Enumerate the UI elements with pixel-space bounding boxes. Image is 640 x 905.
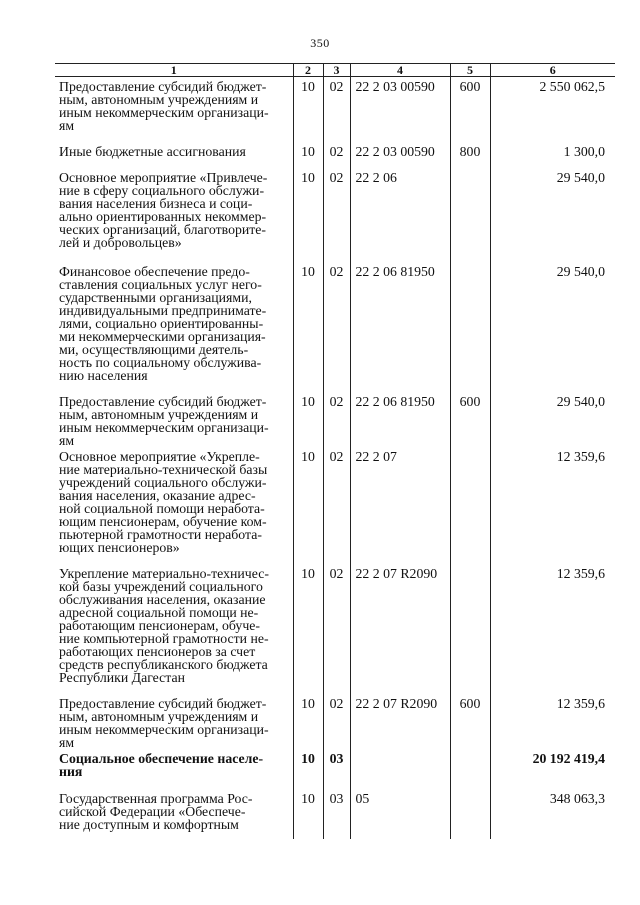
row-target-article-cell: 22 2 06 <box>350 168 450 262</box>
column-header-2: 2 <box>293 64 323 77</box>
budget-table <box>55 63 615 839</box>
row-amount-cell: 12 359,6 <box>490 564 615 694</box>
row-name-cell: Основное мероприятие «Укрепле- ние материально-технической базы учреждений социального обслужи- вания населения, оказание адрес- ной социальной помощи неработа- ющим пенсионерам, обучение ком- пьютерной грамотности неработа- ющих пенсионеров» <box>59 448 268 555</box>
row-expense-type-cell <box>450 447 490 564</box>
column-header-1: 1 <box>55 64 293 77</box>
table-header-row <box>55 64 615 77</box>
row-expense-type-cell: 600 <box>450 392 490 447</box>
row-name-cell: Предоставление субсидий бюджет- ным, автономным учреждениям и иным некоммерческим организаци- ям <box>59 79 269 133</box>
page-number: 350 <box>310 36 330 50</box>
row-target-article-cell: 22 2 07 <box>350 447 450 564</box>
row-target-article-cell: 22 2 07 R2090 <box>350 694 450 749</box>
row-name-cell: Финансовое обеспечение предо- ставления социальных услуг него- сударственными организациями, индивидуальными предпринимате- лями, социально ориентированны- ми некоммерческими организация- ми, осуществляющими деятель- ность по социальному обслужива- нию населения <box>59 263 267 383</box>
row-amount-cell: 20 192 419,4 <box>490 749 615 789</box>
table-row <box>55 789 615 839</box>
row-section-cell: 10 <box>293 789 323 839</box>
column-header-6: 6 <box>490 64 615 77</box>
row-amount-cell: 1 300,0 <box>490 142 615 168</box>
row-subsection-cell: 02 <box>323 262 350 392</box>
row-section-cell: 10 <box>293 564 323 694</box>
row-amount-cell: 29 540,0 <box>490 168 615 262</box>
table-row <box>55 142 615 168</box>
row-name-cell: Социальное обеспечение населе- ния <box>59 750 264 779</box>
row-expense-type-cell: 600 <box>450 77 490 142</box>
table-row <box>55 447 615 564</box>
row-section-cell: 10 <box>293 168 323 262</box>
row-name-cell: Основное мероприятие «Привлече- ние в сферу социального обслужи- вания населения бизнеса и соци- ально ориентированных некоммер- ческих организаций, благотворите- лей и добровольцев» <box>59 169 268 250</box>
row-subsection-cell: 02 <box>323 447 350 564</box>
row-name-cell: Укрепление материально-техничес- кой базы учреждений социального обслуживания населения, оказание адресной социальной помощи не- работающим пенсионерам, обуче- ние компьютерной грамотности не- работающих пенсионеров за счет средств республиканского бюджета Республики Дагестан <box>59 565 269 685</box>
row-section-cell: 10 <box>293 142 323 168</box>
row-expense-type-cell <box>450 564 490 694</box>
row-amount-cell: 29 540,0 <box>490 262 615 392</box>
row-expense-type-cell: 800 <box>450 142 490 168</box>
row-amount-cell: 12 359,6 <box>490 447 615 564</box>
row-target-article-cell: 22 2 06 81950 <box>350 392 450 447</box>
row-subsection-cell: 03 <box>323 749 350 789</box>
row-target-article-cell <box>350 749 450 789</box>
row-subsection-cell: 02 <box>323 142 350 168</box>
column-header-4: 4 <box>350 64 450 77</box>
row-section-cell: 10 <box>293 262 323 392</box>
row-target-article-cell: 22 2 07 R2090 <box>350 564 450 694</box>
table-row <box>55 77 615 142</box>
row-section-cell: 10 <box>293 447 323 564</box>
row-target-article-cell: 22 2 03 00590 <box>350 77 450 142</box>
table-row <box>55 564 615 694</box>
column-header-5: 5 <box>450 64 490 77</box>
table-row <box>55 392 615 447</box>
row-subsection-cell: 02 <box>323 564 350 694</box>
row-subsection-cell: 02 <box>323 392 350 447</box>
table-row <box>55 262 615 392</box>
row-subsection-cell: 02 <box>323 168 350 262</box>
row-subsection-cell: 02 <box>323 694 350 749</box>
row-name-cell: Предоставление субсидий бюджет- ным, автономным учреждениям и иным некоммерческим организаци- ям <box>59 695 269 750</box>
row-amount-cell: 29 540,0 <box>490 392 615 447</box>
row-amount-cell: 12 359,6 <box>490 694 615 749</box>
row-subsection-cell: 02 <box>323 77 350 142</box>
row-name-cell: Иные бюджетные ассигнования <box>59 143 246 159</box>
table-row <box>55 749 615 789</box>
column-header-3: 3 <box>323 64 350 77</box>
row-section-cell: 10 <box>293 77 323 142</box>
row-target-article-cell: 22 2 03 00590 <box>350 142 450 168</box>
row-expense-type-cell <box>450 749 490 789</box>
row-subsection-cell: 03 <box>323 789 350 839</box>
table-row <box>55 168 615 262</box>
row-expense-type-cell <box>450 262 490 392</box>
row-expense-type-cell: 600 <box>450 694 490 749</box>
row-amount-cell: 348 063,3 <box>490 789 615 839</box>
row-target-article-cell: 22 2 06 81950 <box>350 262 450 392</box>
row-target-article-cell: 05 <box>350 789 450 839</box>
row-amount-cell: 2 550 062,5 <box>490 77 615 142</box>
row-section-cell: 10 <box>293 694 323 749</box>
row-section-cell: 10 <box>293 749 323 789</box>
row-name-cell: Государственная программа Рос- сийской Федерации «Обеспече- ние доступным и комфортным <box>59 790 253 832</box>
row-expense-type-cell <box>450 789 490 839</box>
row-section-cell: 10 <box>293 392 323 447</box>
row-name-cell: Предоставление субсидий бюджет- ным, автономным учреждениям и иным некоммерческим организаци- ям <box>59 393 269 448</box>
table-row <box>55 694 615 749</box>
row-expense-type-cell <box>450 168 490 262</box>
